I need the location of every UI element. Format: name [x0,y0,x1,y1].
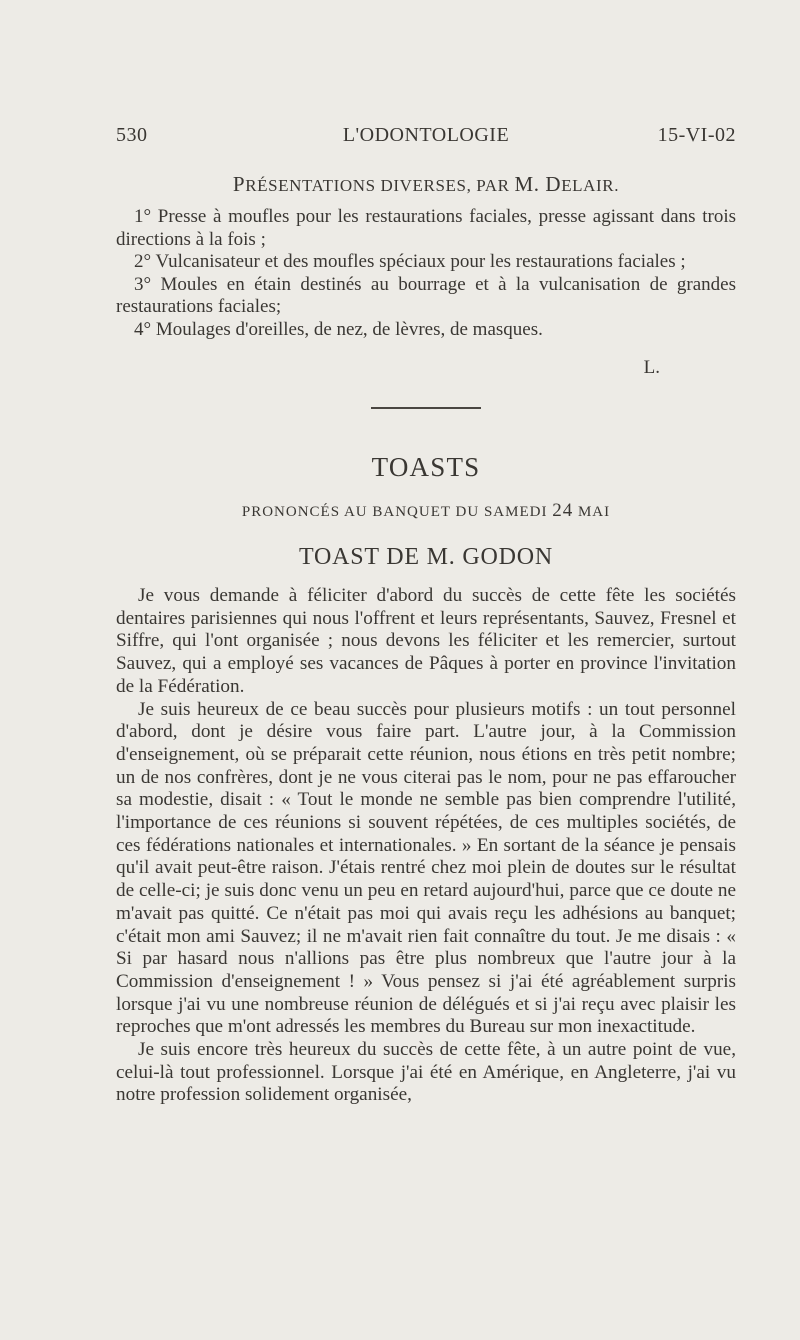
toast-title: TOAST DE M. GODON [298,544,554,570]
section-heading: TOASTS [371,452,481,482]
issue-date: 15-VI-02 [657,124,736,146]
list-item: 4° Moulages d'oreilles, de nez, de lèvres, de masques. [134,318,543,340]
paragraph: Je vous demande à féliciter d'abord du succès de cette fête les sociétés dentaires parisiennes qui nous l'offrent et leurs représentants, Sauvez, Fresnel et Siffre, qui l'ont organisée ; nous devons les féliciter et les remercier, surtout Sauvez, qui a employé ses vacances de Pâques à porter en province l'invitation de la Fédération. [116,585,736,697]
list-item: 1° Presse à moufles pour les restaurations faciales, presse agissant dans trois directions à la fois ; [116,206,736,250]
section-divider [371,407,481,409]
author-initial: L. [643,357,660,378]
page-number: 530 [116,124,148,146]
section-subheading: PRONONCÉS AU BANQUET DU SAMEDI 24 MAI [241,500,611,521]
running-header [116,124,736,154]
toast-body [116,585,736,1107]
presentations-title: PRÉSENTATIONS DIVERSES, PAR M. DELAIR. [232,172,620,196]
paragraph: Je suis heureux de ce beau succès pour plusieurs motifs : un tout personnel d'abord, dont je désire vous faire part. L'autre jour, à la Commission d'enseignement, où se préparait cette réunion, nous étions en très petit nombre; un de nos confrères, dont je ne vous citerai pas le nom, pour ne pas effaroucher sa modestie, disait : « Tout le monde ne semble pas bien comprendre l'utilité, l'importance de ces réunions si souvent répétées, de ces multiples sociétés, de ces fédérations nationales et internationales. » En sortant de la séance je pensais qu'il avait peut-être raison. J'étais rentré chez moi plein de doutes sur le résultat de celle-ci; je suis donc venu un peu en retard aujourd'hui, parce que ce doute ne m'avait pas quitté. Ce n'était pas moi qui avais reçu les adhésions au banquet; c'était mon ami Sauvez; il ne m'avait rien fait connaître du tout. Je me disais : « Si par hasard nous n'allions pas être plus nombreux que l'autre jour à la Commission d'enseignement ! » Vous pensez si j'ai été agréablement surpris lorsque j'ai vu une nombreuse réunion de délégués et si j'ai reçu avec plaisir les reproches que m'ont adressés les membres du Bureau sur mon inexactitude. [116,698,736,1038]
list-item: 2° Vulcanisateur et des moufles spéciaux pour les restaurations faciales ; [134,251,686,272]
list-item: 3° Moules en étain destinés au bourrage et à la vulcanisation de grandes restaurations faciales; [116,273,736,317]
running-title: L'ODONTOLOGIE [342,124,510,146]
paragraph: Je suis encore très heureux du succès de cette fête, à un autre point de vue, celui-là tout professionnel. Lorsque j'ai été en Amérique, en Angleterre, j'ai vu notre profession solidement organisée, [116,1039,736,1106]
presentations-list [116,206,736,341]
